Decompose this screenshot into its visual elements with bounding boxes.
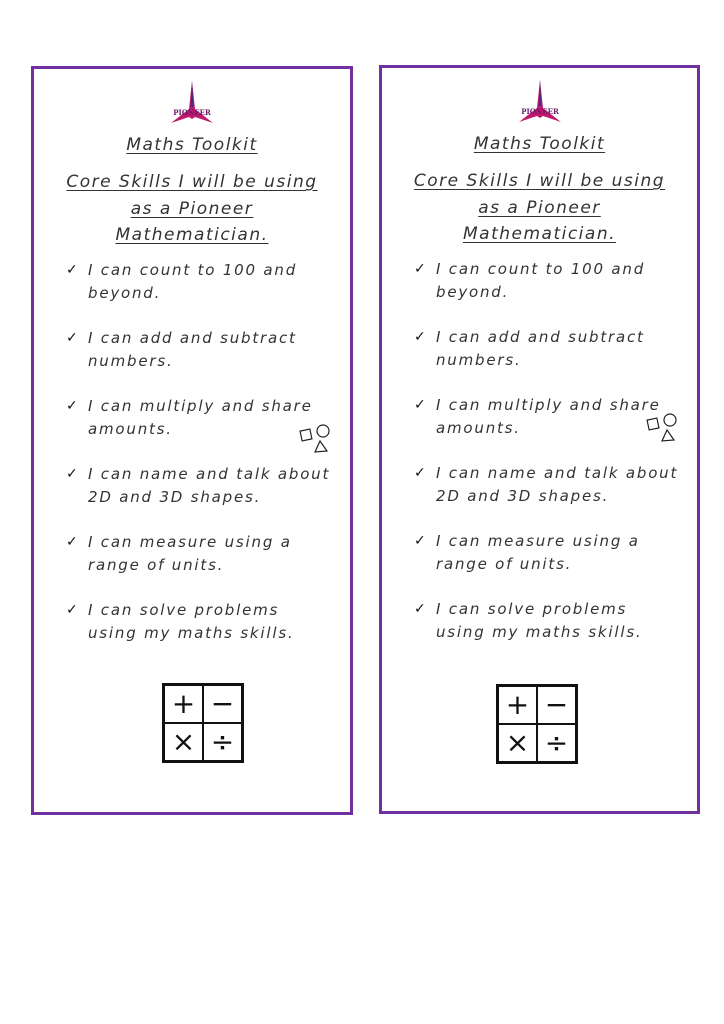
skill-text: I can name and talk about 2D and 3D shapes.: [88, 465, 331, 506]
checkmark-icon: ✓: [414, 465, 428, 481]
skill-text: I can multiply and share amounts.: [436, 396, 661, 437]
checkmark-icon: ✓: [414, 601, 428, 617]
svg-text:PIONEER: PIONEER: [520, 107, 559, 116]
divide-icon: ÷: [203, 723, 242, 761]
skill-item: [412, 326, 682, 372]
skill-item: [64, 463, 334, 509]
skill-item: [412, 394, 682, 440]
skill-text: I can count to 100 and beyond.: [88, 261, 298, 302]
checkmark-icon: ✓: [414, 397, 428, 413]
skill-item: [412, 530, 682, 576]
skill-item: [64, 531, 334, 577]
skill-text: I can multiply and share amounts.: [88, 397, 313, 438]
skill-item: [412, 462, 682, 508]
skill-item: [412, 258, 682, 304]
toolkit-title: Maths Toolkit: [473, 134, 606, 154]
skill-item: [64, 259, 334, 305]
skill-item: [64, 327, 334, 373]
skill-item: [412, 598, 682, 644]
checkmark-icon: ✓: [414, 533, 428, 549]
operations-grid: [496, 684, 578, 764]
checkmark-icon: ✓: [414, 261, 428, 277]
minus-icon: −: [537, 686, 576, 724]
skill-item: [64, 599, 334, 645]
multiply-icon: ×: [498, 724, 537, 762]
skill-text: I can count to 100 and beyond.: [436, 260, 646, 301]
skills-list: [412, 258, 682, 666]
shapes-icon: [298, 421, 334, 457]
checkmark-icon: ✓: [66, 262, 80, 278]
plus-icon: +: [498, 686, 537, 724]
plus-icon: +: [164, 685, 203, 723]
skill-text: I can name and talk about 2D and 3D shapes.: [436, 464, 679, 505]
skill-text: I can measure using a range of units.: [88, 533, 292, 574]
toolkit-title: Maths Toolkit: [126, 135, 258, 155]
skill-text: I can measure using a range of units.: [436, 532, 640, 573]
toolkit-subtitle: Core Skills I will be using as a Pioneer Mathematician.: [413, 171, 666, 244]
shapes-icon: [645, 410, 681, 446]
skills-list: [64, 259, 334, 667]
multiply-icon: ×: [164, 723, 203, 761]
pioneer-logo-icon: [517, 78, 563, 126]
bookmark-card-right: [379, 65, 700, 814]
bookmark-card-left: [31, 66, 353, 815]
skill-text: I can add and subtract numbers.: [88, 329, 297, 370]
divide-icon: ÷: [537, 724, 576, 762]
checkmark-icon: ✓: [66, 330, 80, 346]
checkmark-icon: ✓: [66, 466, 80, 482]
skill-text: I can solve problems using my maths skills.: [88, 601, 295, 642]
skill-item: [64, 395, 334, 441]
toolkit-subtitle: Core Skills I will be using as a Pioneer Mathematician.: [66, 172, 318, 245]
svg-text:PIONEER: PIONEER: [173, 108, 211, 117]
checkmark-icon: ✓: [66, 602, 80, 618]
operations-grid: [162, 683, 244, 763]
checkmark-icon: ✓: [66, 534, 80, 550]
checkmark-icon: ✓: [414, 329, 428, 345]
skill-text: I can add and subtract numbers.: [436, 328, 645, 369]
skill-text: I can solve problems using my maths skills.: [436, 600, 643, 641]
pioneer-logo-icon: [169, 79, 215, 127]
minus-icon: −: [203, 685, 242, 723]
checkmark-icon: ✓: [66, 398, 80, 414]
